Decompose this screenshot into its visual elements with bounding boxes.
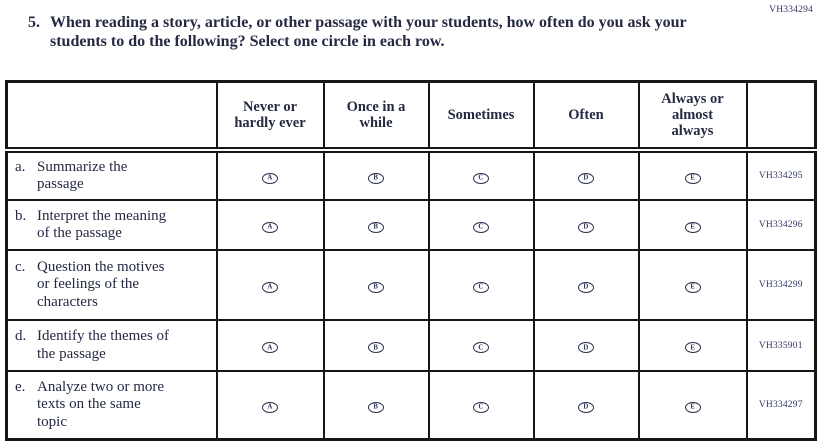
option-letter: C: [478, 343, 484, 351]
option-bubble-e[interactable]: [685, 402, 701, 413]
option-letter: A: [267, 343, 273, 351]
option-letter: D: [583, 222, 589, 231]
option-cell: [324, 371, 429, 440]
option-cell: [429, 320, 534, 371]
option-cell: [534, 200, 639, 250]
option-cell: [639, 150, 747, 200]
option-cell: [324, 150, 429, 200]
table-row-a: [7, 150, 816, 200]
option-bubble-e[interactable]: [685, 222, 701, 233]
item-code: VH334296: [747, 200, 816, 250]
option-cell: [534, 371, 639, 440]
option-cell: [429, 250, 534, 320]
option-cell: [429, 150, 534, 200]
option-cell: [217, 250, 324, 320]
option-bubble-e[interactable]: [685, 282, 701, 293]
option-cell: [324, 200, 429, 250]
column-header-often: [534, 82, 639, 151]
table-row-b: [7, 200, 816, 250]
question-stem: [28, 13, 743, 51]
option-cell: [217, 150, 324, 200]
option-cell: [639, 371, 747, 440]
header-blank: [7, 82, 217, 151]
option-bubble-c[interactable]: [473, 342, 489, 353]
row-label-cell: [7, 320, 217, 371]
item-code: VH334297: [747, 371, 816, 440]
option-cell: [639, 200, 747, 250]
option-bubble-d[interactable]: [578, 342, 594, 353]
option-letter: E: [690, 343, 695, 351]
option-letter: E: [690, 173, 695, 182]
option-letter: D: [583, 343, 589, 351]
option-letter: D: [583, 173, 589, 182]
option-cell: [534, 320, 639, 371]
header-line: always: [671, 123, 714, 139]
option-bubble-a[interactable]: [262, 402, 278, 413]
option-bubble-b[interactable]: [368, 222, 384, 233]
column-header-once-in-a-while: [324, 82, 429, 151]
option-bubble-c[interactable]: [473, 173, 489, 184]
option-letter: A: [267, 173, 273, 182]
option-cell: [534, 250, 639, 320]
row-letter: c.: [15, 258, 26, 275]
option-bubble-d[interactable]: [578, 173, 594, 184]
option-bubble-c[interactable]: [473, 402, 489, 413]
option-cell: [324, 250, 429, 320]
option-letter: B: [373, 343, 379, 351]
row-label-cell: [7, 250, 217, 320]
table-row-e: [7, 371, 816, 440]
row-label-cell: [7, 371, 217, 440]
row-label-cell: [7, 150, 217, 200]
row-label: Analyze two or more texts on the same topic: [37, 378, 165, 430]
option-bubble-b[interactable]: [368, 173, 384, 184]
item-code: VH335901: [747, 320, 816, 371]
option-letter: A: [267, 222, 273, 231]
row-label: Interpret the meaning of the passage: [37, 207, 167, 241]
header-line: Never or: [242, 99, 298, 115]
option-letter: B: [373, 173, 379, 182]
option-letter: A: [267, 282, 273, 291]
option-cell: [429, 371, 534, 440]
row-label: Summarize the passage: [37, 158, 128, 192]
option-cell: [429, 200, 534, 250]
header-line: Sometimes: [447, 107, 515, 123]
option-cell: [639, 250, 747, 320]
option-bubble-a[interactable]: [262, 222, 278, 233]
option-cell: [217, 371, 324, 440]
option-letter: C: [478, 402, 484, 411]
option-bubble-b[interactable]: [368, 402, 384, 413]
option-letter: C: [478, 222, 484, 231]
option-letter: D: [583, 282, 589, 291]
item-code: VH334299: [747, 250, 816, 320]
option-bubble-b[interactable]: [368, 282, 384, 293]
option-letter: C: [478, 173, 484, 182]
row-label: Question the motives or feelings of the characters: [37, 258, 165, 310]
header-blank-code-column: [747, 82, 816, 151]
option-cell: [639, 320, 747, 371]
column-header-never-or-hardly-ever: [217, 82, 324, 151]
option-bubble-a[interactable]: [262, 282, 278, 293]
row-letter: b.: [15, 207, 27, 224]
option-letter: E: [690, 402, 695, 411]
row-label-cell: [7, 200, 217, 250]
table-row-c: [7, 250, 816, 320]
option-bubble-d[interactable]: [578, 222, 594, 233]
option-letter: E: [690, 222, 695, 231]
option-letter: B: [373, 282, 379, 291]
option-letter: E: [690, 282, 695, 291]
response-grid: [5, 80, 817, 441]
row-letter: e.: [15, 378, 26, 395]
option-bubble-c[interactable]: [473, 282, 489, 293]
row-label: Identify the themes of the passage: [37, 328, 170, 362]
option-bubble-c[interactable]: [473, 222, 489, 233]
option-bubble-e[interactable]: [685, 342, 701, 353]
row-letter: a.: [15, 158, 26, 175]
option-bubble-d[interactable]: [578, 282, 594, 293]
option-cell: [217, 320, 324, 371]
row-letter: d.: [15, 328, 27, 344]
header-row: [7, 82, 816, 151]
header-line: almost: [671, 107, 714, 123]
header-line: Always or: [661, 91, 724, 107]
option-letter: B: [373, 222, 379, 231]
column-header-always-or-almost-always: [639, 82, 747, 151]
option-cell: [324, 320, 429, 371]
item-code: VH334295: [747, 150, 816, 200]
option-cell: [534, 150, 639, 200]
option-bubble-a[interactable]: [262, 173, 278, 184]
option-bubble-b[interactable]: [368, 342, 384, 353]
header-line: Once in a: [346, 99, 406, 115]
question-text: When reading a story, article, or other passage with your students, how often do you ask your students to do the following? Select one circle in each row.: [50, 14, 687, 50]
option-letter: D: [583, 402, 589, 411]
header-line: hardly ever: [234, 115, 306, 131]
header-line: while: [359, 115, 393, 131]
option-cell: [217, 200, 324, 250]
option-bubble-d[interactable]: [578, 402, 594, 413]
header-line: Often: [568, 107, 604, 123]
option-letter: B: [373, 402, 379, 411]
table-row-d: [7, 320, 816, 371]
option-letter: C: [478, 282, 484, 291]
option-letter: A: [267, 402, 273, 411]
question-number: 5.: [28, 14, 40, 31]
option-bubble-a[interactable]: [262, 342, 278, 353]
option-bubble-e[interactable]: [685, 173, 701, 184]
column-header-sometimes: [429, 82, 534, 151]
form-code: VH334294: [769, 5, 813, 15]
